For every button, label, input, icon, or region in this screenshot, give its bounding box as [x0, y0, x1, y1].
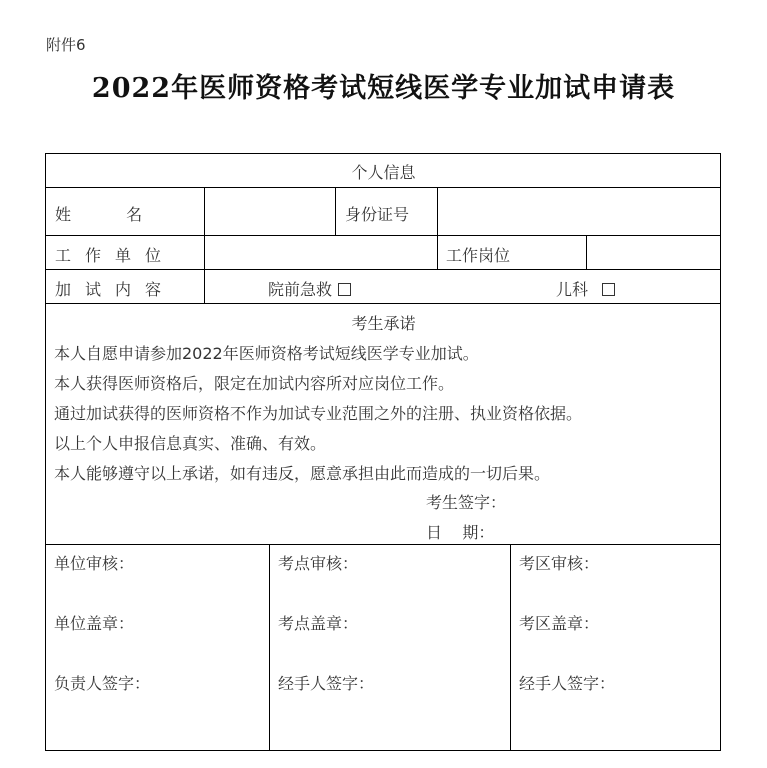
option-emergency-label: 院前急救 [268, 280, 333, 299]
form-title: 2022年医师资格考试短线医学专业加试申请表 [91, 73, 676, 104]
column-divider [586, 235, 587, 269]
column-divider [437, 187, 438, 269]
row-divider [45, 187, 721, 188]
unit-sign-label: 负责人签字： [54, 674, 151, 693]
pledge-line: 本人能够遵守以上承诺，如有违反，愿意承担由此而造成的一切后果。 [54, 464, 551, 483]
row-divider [45, 269, 721, 270]
pledge-line: 本人自愿申请参加2022年医师资格考试短线医学专业加试。 [54, 344, 479, 363]
column-divider [335, 187, 336, 235]
row-divider [45, 235, 721, 236]
column-divider [269, 544, 270, 751]
pledge-line: 以上个人申报信息真实、准确、有效。 [54, 434, 327, 453]
name-label: 姓 名 [55, 205, 143, 224]
unit-seal-label: 单位盖章： [54, 614, 135, 633]
exam-site-seal-label: 考点盖章： [278, 614, 359, 633]
id-number-label: 身份证号 [345, 205, 410, 224]
exam-site-sign-label: 经手人签字： [278, 674, 375, 693]
position-field[interactable] [591, 239, 716, 266]
option-emergency[interactable] [268, 277, 351, 300]
row-divider [45, 544, 721, 545]
date-label: 日 期： [426, 523, 495, 542]
row-divider [45, 303, 721, 304]
pledge-line: 通过加试获得的医师资格不作为加试专业范围之外的注册、执业资格依据。 [54, 404, 583, 423]
exam-district-sign-label: 经手人签字： [519, 674, 616, 693]
exam-site-review-label: 考点审核： [278, 554, 359, 573]
option-pediatrics[interactable] [556, 277, 615, 300]
pediatrics-checkbox[interactable] [602, 283, 615, 296]
section-personal-info: 个人信息 [351, 163, 416, 182]
candidate-signature-label: 考生签字： [426, 493, 507, 512]
exam-content-label: 加试内容 [55, 280, 176, 299]
position-label: 工作岗位 [446, 246, 511, 265]
exam-district-review-label: 考区审核： [519, 554, 600, 573]
unit-review-label: 单位审核： [54, 554, 135, 573]
column-divider [510, 544, 511, 751]
employer-field[interactable] [210, 239, 432, 266]
employer-label: 工作单位 [55, 246, 176, 265]
pledge-line: 本人获得医师资格后，限定在加试内容所对应岗位工作。 [54, 374, 455, 393]
column-divider [204, 187, 205, 303]
exam-district-seal-label: 考区盖章： [519, 614, 600, 633]
emergency-checkbox[interactable] [338, 283, 351, 296]
name-field[interactable] [210, 192, 330, 230]
attachment-label: 附件6 [46, 36, 86, 54]
id-number-field[interactable] [442, 192, 716, 230]
option-pediatrics-label: 儿科 [556, 280, 589, 299]
pledge-heading: 考生承诺 [351, 314, 416, 333]
